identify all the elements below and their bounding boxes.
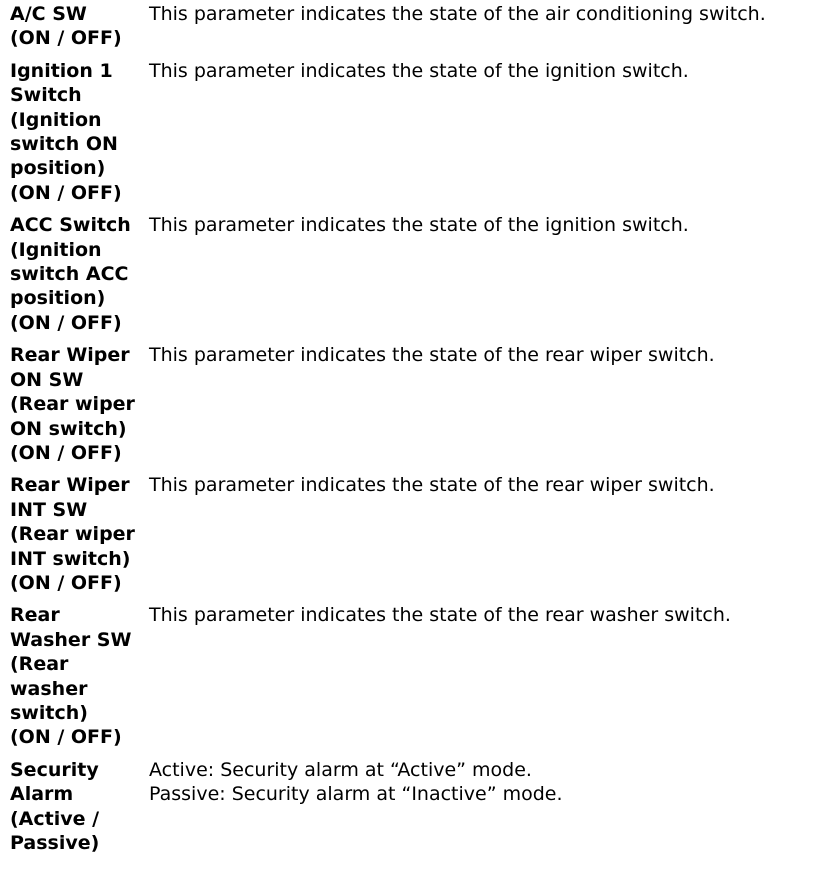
description-line: This parameter indicates the state of the ignition switch. — [149, 214, 689, 237]
table-row — [0, 343, 832, 465]
parameter-name: Rear Wiper INT SW (Rear wiper INT switch) (ON / OFF) — [10, 474, 135, 594]
table-row — [0, 758, 832, 856]
parameter-description — [149, 343, 832, 367]
table-row — [0, 213, 832, 335]
description-line: This parameter indicates the state of the ignition switch. — [149, 59, 689, 82]
description-line: This parameter indicates the state of the rear wiper switch. — [149, 474, 715, 497]
description-line: Passive: Security alarm at “Inactive” mode. — [149, 783, 563, 806]
table-row — [0, 603, 832, 749]
parameter-name: ACC Switch (Ignition switch ACC position) (ON / OFF) — [10, 214, 131, 334]
description-line: This parameter indicates the state of the air conditioning switch. — [149, 3, 766, 25]
parameter-name: Rear Washer SW (Rear washer switch) (ON / OFF) — [10, 604, 132, 749]
parameter-description — [149, 2, 832, 26]
parameter-name: Security Alarm (Active / Passive) — [10, 758, 100, 854]
parameter-name: Rear Wiper ON SW (Rear wiper ON switch) (ON / OFF) — [10, 344, 135, 464]
parameter-name: Ignition 1 Switch (Ignition switch ON position) (ON / OFF) — [10, 59, 122, 204]
parameter-description — [149, 213, 832, 237]
table-row — [0, 2, 832, 51]
description-line: This parameter indicates the state of the rear wiper switch. — [149, 344, 715, 367]
parameter-name: A/C SW (ON / OFF) — [10, 3, 122, 50]
parameter-description — [149, 603, 832, 627]
description-line: Active: Security alarm at “Active” mode. — [149, 758, 532, 781]
parameter-description — [149, 758, 832, 807]
description-line: This parameter indicates the state of the rear washer switch. — [149, 604, 731, 627]
table-row — [0, 59, 832, 205]
table-row — [0, 473, 832, 595]
parameter-description — [149, 59, 832, 83]
parameter-description — [149, 473, 832, 497]
